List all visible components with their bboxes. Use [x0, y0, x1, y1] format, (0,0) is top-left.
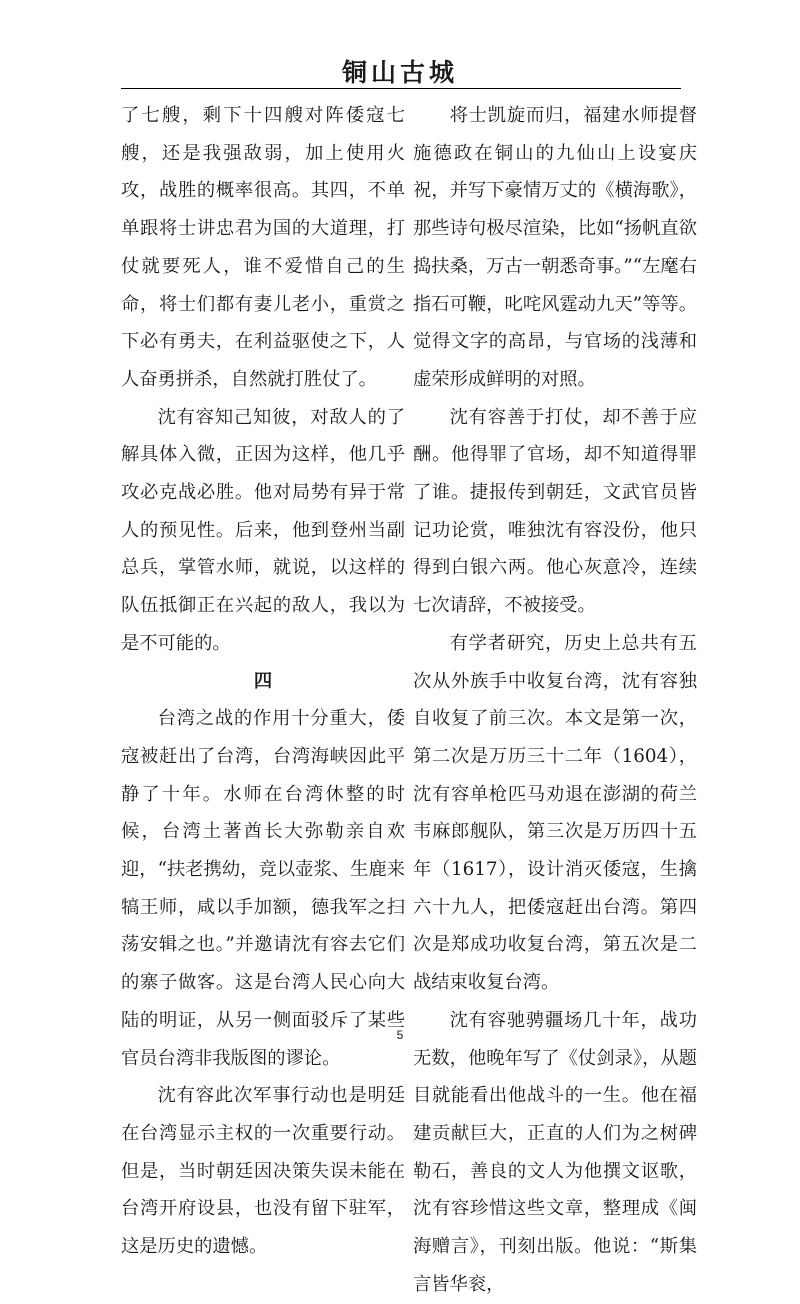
- section-heading: 四: [253, 670, 273, 692]
- paragraph: 沈有容知己知彼，对敌人的了解具体入微，正因为这样，他几乎攻必克战必胜。他对局势有异于常人的预见性。后来，他到登州当副总兵，掌管水师，就说，以这样的队伍抵御正在兴起的敌人，我以为是不可能的。: [121, 406, 405, 654]
- page-header-title: 铜山古城: [341, 58, 458, 87]
- left-column: [121, 97, 405, 1266]
- paragraph: 沈有容善于打仗，却不善于应酬。他得罪了官场，却不知道得罪了谁。捷报传到朝廷，文武官员皆记功论赏，唯独沈有容没份，他只得到白银六两。他心灰意冷，连续七次请辞，不被接受。: [413, 406, 697, 617]
- page-number: 5: [396, 1028, 404, 1042]
- paragraph: 沈有容驰骋疆场几十年，战功无数，他晚年写了《仗剑录》，从题目就能看出他战斗的一生。他在福建贡献巨大，正直的人们为之树碑勒石，善良的文人为他撰文讴歌，沈有容珍惜这些文章，整理成《闽海赠言》，刊刻出版。他说：“斯集言皆华衮，: [413, 1009, 697, 1295]
- paragraph: 沈有容此次军事行动也是明廷在台湾显示主权的一次重要行动。但是，当时朝廷因决策失误未能在台湾开府设县，也没有留下驻军，这是历史的遗憾。: [121, 1085, 405, 1258]
- header-divider: [121, 88, 681, 89]
- right-column: [413, 97, 697, 1304]
- paragraph: 了七艘，剩下十四艘对阵倭寇七艘，还是我强敌弱，加上使用火攻，战胜的概率很高。其四，不单单跟将士讲忠君为国的大道理，打仗就要死人，谁不爱惜自己的生命，将士们都有妻儿老小，重赏之下必有勇夫，在利益驱使之下，人人奋勇拼杀，自然就打胜仗了。: [121, 105, 405, 390]
- paragraph: 将士凯旋而归，福建水师提督施德政在铜山的九仙山上设宴庆祝，并写下豪情万丈的《横海歌》，那些诗句极尽渲染，比如“扬帆直欲捣扶桑，万古一朝悉奇事。”“左麾右指石可鞭，叱咤风霆动九天”等等。觉得文字的高昂，与官场的浅薄和虚荣形成鲜明的对照。: [413, 105, 697, 390]
- paragraph: 有学者研究，历史上总共有五次从外族手中收复台湾，沈有容独自收复了前三次。本文是第一次，第二次是万历三十二年（1604），沈有容单枪匹马劝退在澎湖的荷兰韦麻郎舰队，第三次是万历四十五年（1617），设计消灭倭寇，生擒六十九人，把倭寇赶出台湾。第四次是郑成功收复台湾，第五次是二战结束收复台湾。: [413, 632, 697, 994]
- paragraph: 台湾之战的作用十分重大，倭寇被赶出了台湾，台湾海峡因此平静了十年。水师在台湾休整的时候，台湾土著酋长大弥勒亲自欢迎，“扶老携幼，竞以壶浆、生鹿来犒王师，咸以手加额，德我军之扫荡安辑之也。”并邀请沈有容去它们的寨子做客。这是台湾人民心向大陆的明证，从另一侧面驳斥了某些官员台湾非我版图的谬论。: [121, 708, 405, 1069]
